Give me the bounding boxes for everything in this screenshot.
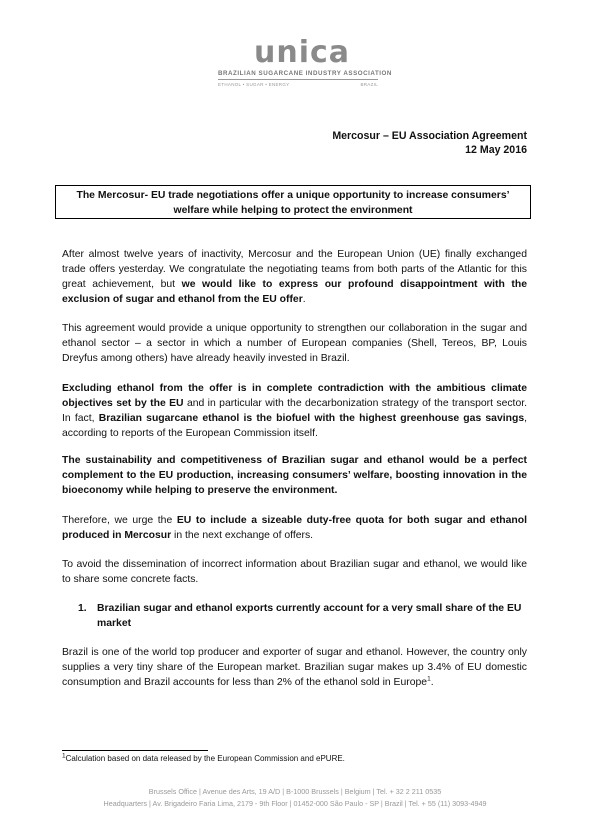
boxed-summary-title (55, 185, 531, 219)
paragraph-2: This agreement would provide a unique opportunity to strengthen our collaboration in the sugar and ethanol sector – a sector in which a number of European companies (Shell, Tereos, BP, Louis Dreyfus among others) have already heavily invested in Brazil. (62, 323, 527, 364)
list-heading-text: Brazilian sugar and ethanol exports currently account for a very small share of the EU market (97, 603, 522, 629)
p1-text: After almost twelve years of inactivity, Mercosur and the European Union (UE) finally exchanged trade offers yesterday. We congratulate the negotiating teams from both parts of the Atlantic for this great achievement, but (62, 249, 527, 290)
list-number: 1. (78, 603, 87, 614)
paragraph-6: To avoid the dissemination of incorrect information about Brazilian sugar and ethanol, we would like to share some concrete facts. (62, 559, 527, 585)
footer-headquarters: Headquarters | Av. Brigadeiro Faria Lima, 2179 - 9th Floor | 01452-000 São Paulo - SP | Brazil | Tel. + 55 (11) 3093-4949 (103, 799, 487, 808)
p3-bold-1: Excluding ethanol from the offer is in complete contradiction with the ambitious climate objectives set by the EU (62, 383, 527, 409)
p7-end: . (430, 677, 434, 688)
p5-bold: EU to include a sizeable duty-free quota for both sugar and ethanol produced in Mercosur (62, 515, 527, 541)
logo-tag-right: BRAZIL (360, 82, 378, 87)
p3-text-2: , according to reports of the European Commission itself. (62, 413, 527, 439)
p3-text-1: and in particular with the decarbonization strategy of the transport sector. In fact, (62, 398, 527, 424)
logo-tagline (218, 82, 378, 87)
document-title: Mercosur – EU Association Agreement (332, 130, 527, 142)
p5-text-1: Therefore, we urge the (62, 515, 177, 526)
paragraph-4 (62, 453, 527, 498)
paragraph-3 (62, 381, 527, 441)
footnote-divider (62, 750, 208, 751)
logo-tag-left: ETHANOL • SUGAR • ENERGY (218, 82, 290, 87)
footer-brussels: Brussels Office | Avenue des Arts, 19 A/D | B-1000 Brussels | Belgium | Tel. + 32 2 211 0535 (148, 787, 442, 796)
unica-logo (218, 35, 392, 87)
p1-end: . (302, 294, 306, 305)
boxed-title-line-1: The Mercosur- EU trade negotiations offer a unique opportunity to increase consumers’ (76, 190, 510, 201)
numbered-heading (78, 601, 528, 631)
p7-text: Brazil is one of the world top producer and exporter of sugar and ethanol. However, the country only supplies a very tiny share of the European market. Brazilian sugar makes up 3.4% of EU domestic consumption and Brazil accounts for less than 2% of the ethanol sold in Europe (62, 647, 527, 688)
paragraph-5 (62, 513, 527, 543)
p5-text-2: in the next exchange of offers. (171, 530, 314, 541)
p3-bold-2: Brazilian sugarcane ethanol is the biofuel with the highest greenhouse gas savings (98, 413, 525, 424)
footnote-ref: 1 (427, 675, 431, 683)
document-heading (332, 129, 527, 157)
p4-bold: The sustainability and competitiveness of Brazilian sugar and ethanol would be a perfect complement to the EU production, increasing consumers’ welfare, boosting innovation in the bioeconomy while helping to preserve the environment. (62, 455, 527, 496)
paragraph-7 (62, 645, 527, 690)
footnote-marker: 1 (62, 752, 66, 760)
logo-subtitle: BRAZILIAN SUGARCANE INDUSTRY ASSOCIATION (218, 70, 378, 80)
paragraph-1 (62, 247, 527, 307)
document-date: 12 May 2016 (465, 144, 527, 156)
footnote-text: Calculation based on data released by the European Commission and ePURE. (65, 754, 345, 763)
p1-bold: we would like to express our profound disappointment with the exclusion of sugar and ethanol from the EU offer (62, 279, 527, 305)
boxed-title-line-2: welfare while helping to protect the environment (173, 205, 413, 216)
footnote (62, 754, 345, 764)
logo-mark: unica (254, 35, 351, 70)
